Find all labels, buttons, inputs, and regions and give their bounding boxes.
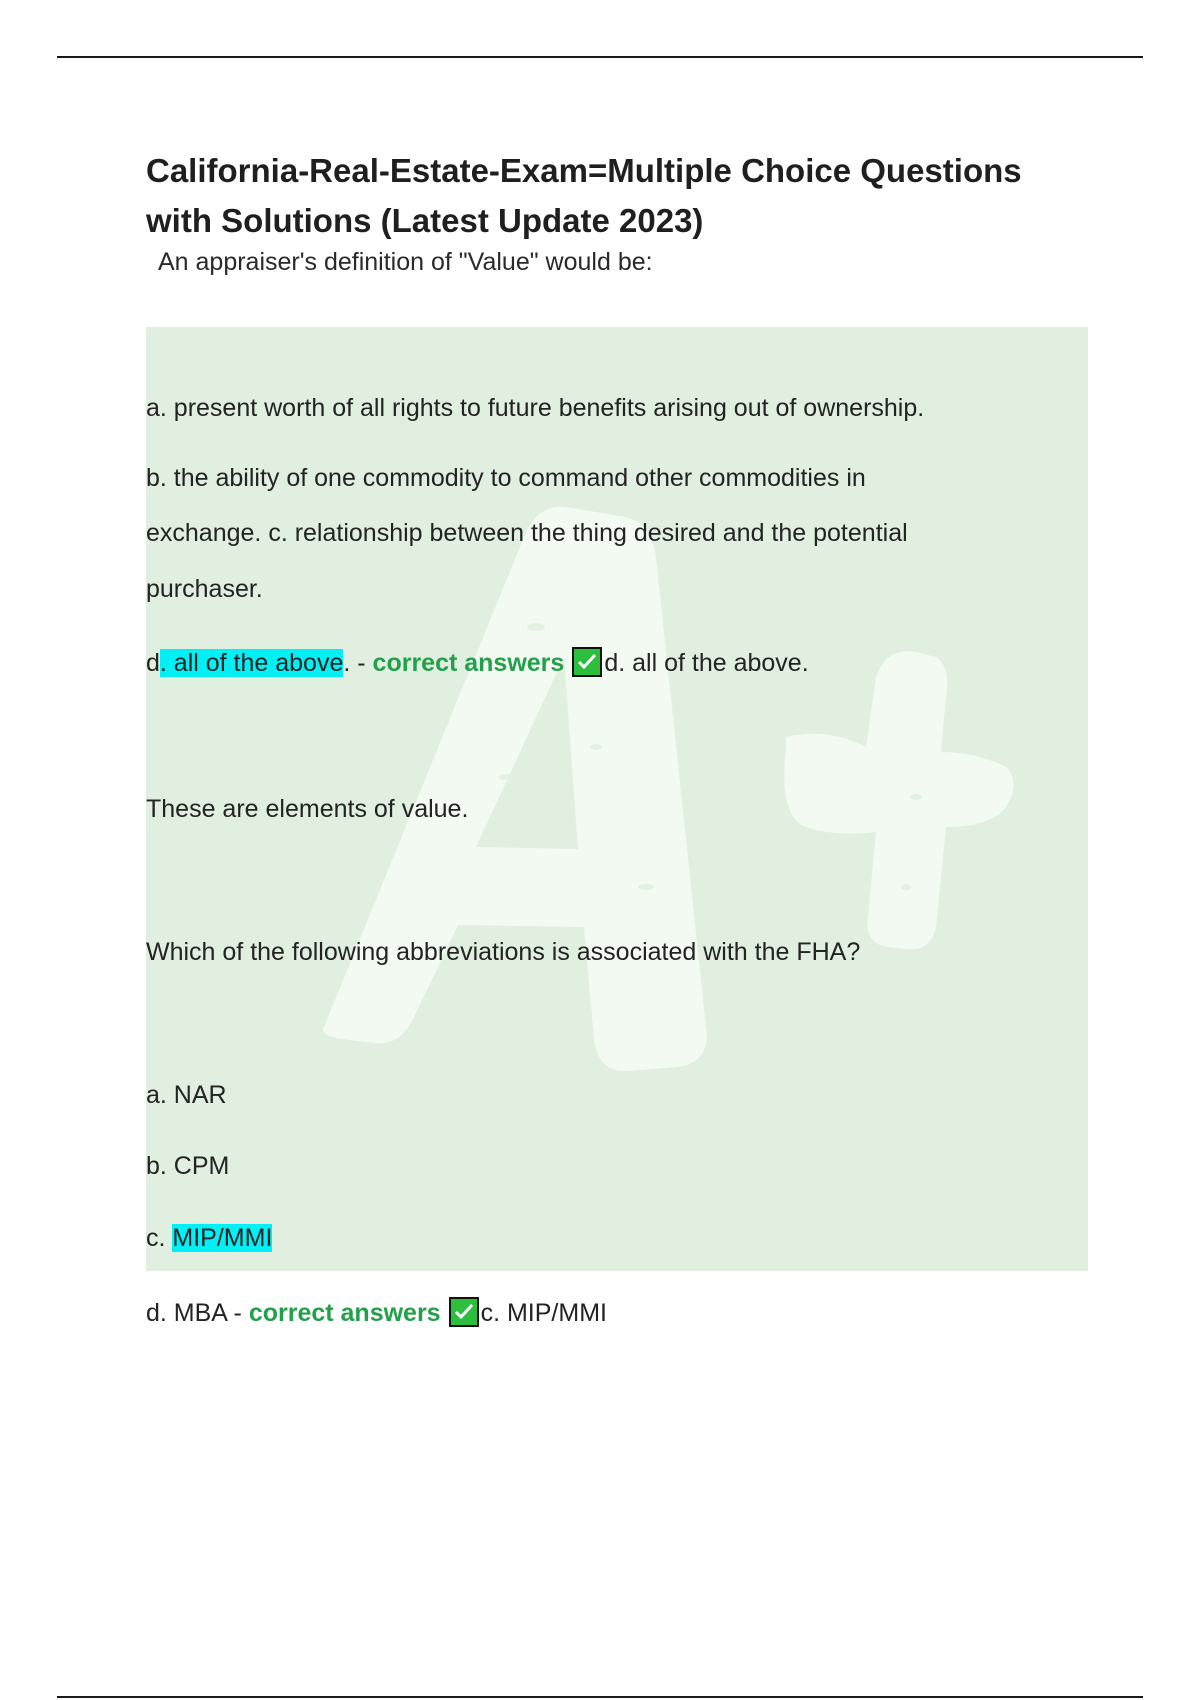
highlighted-answer: MIP/MMI (172, 1224, 273, 1252)
header-rule (57, 56, 1143, 58)
question-2-text: Which of the following abbreviations is associated with the FHA? (146, 938, 861, 966)
footer-rule (57, 1696, 1143, 1698)
correct-answer-text: d. all of the above. (604, 649, 809, 677)
question-2-option-b: b. CPM (146, 1152, 230, 1180)
question-1-text: An appraiser's definition of "Value" would be: (158, 248, 653, 276)
option-c-prefix: c. (146, 1224, 173, 1252)
option-d-prefix: d (146, 649, 160, 677)
question-2-option-a: a. NAR (146, 1081, 227, 1109)
option-d-suffix: . - (343, 649, 373, 677)
question-1-explanation: These are elements of value. (146, 795, 469, 823)
check-mark-icon (449, 1297, 479, 1327)
highlighted-answer: . all of the above (159, 649, 344, 677)
option-d-text: d. MBA - (146, 1299, 249, 1327)
question-1-answer-line (146, 646, 809, 680)
question-1-option-b-line-2: exchange. c. relationship between the thing desired and the potential (146, 519, 908, 547)
check-mark-icon (572, 647, 602, 677)
question-2-option-c (146, 1221, 272, 1255)
correct-answer-text: c. MIP/MMI (480, 1299, 607, 1327)
document-title: California-Real-Estate-Exam=Multiple Choice Questions with Solutions (Latest Update 2023) (146, 152, 1022, 239)
correct-answers-label: correct answers (248, 1299, 441, 1327)
question-1-option-b-line-1: b. the ability of one commodity to command other commodities in (146, 464, 866, 492)
question-1-option-a: a. present worth of all rights to future benefits arising out of ownership. (146, 394, 925, 422)
correct-answers-label: correct answers (372, 649, 565, 677)
question-2-answer-line (146, 1296, 607, 1330)
question-1-option-b-line-3: purchaser. (146, 575, 263, 603)
